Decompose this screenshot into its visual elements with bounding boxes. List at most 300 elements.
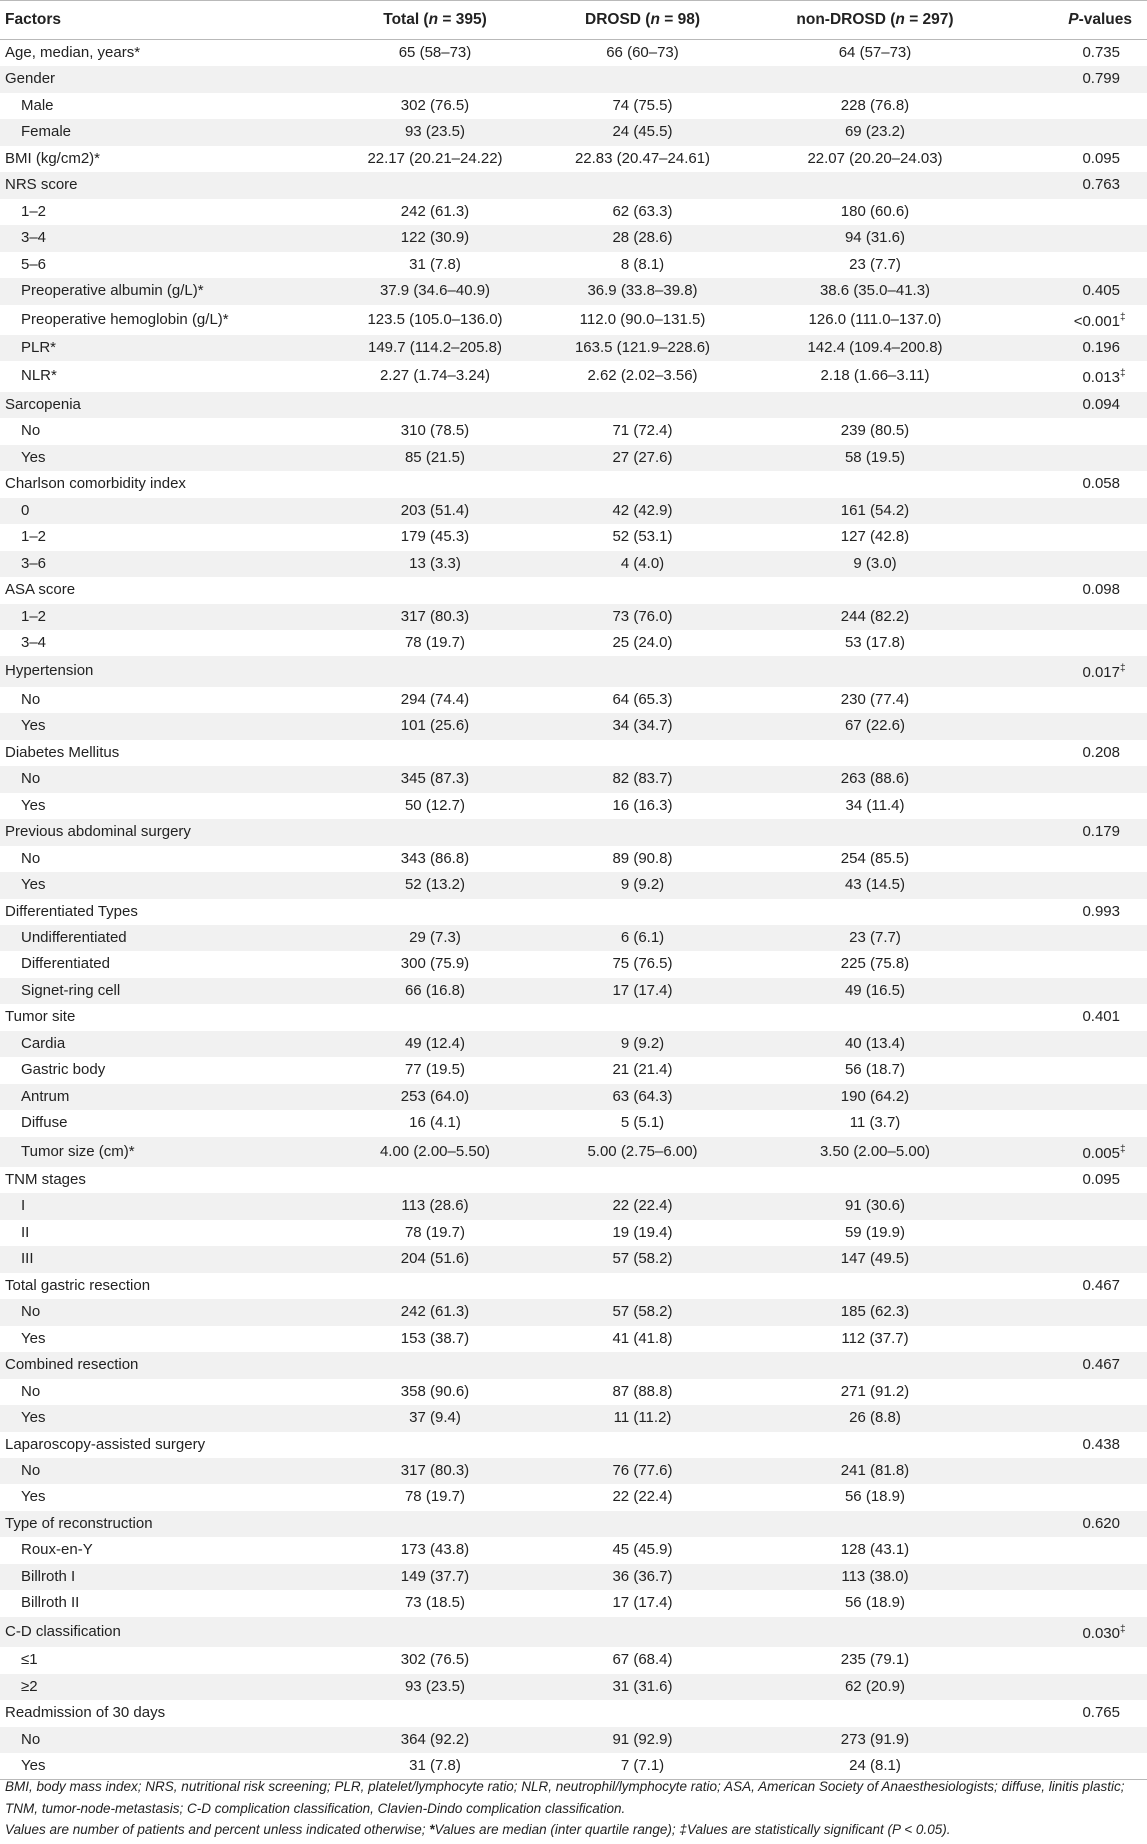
non-drosd-value (750, 1004, 1000, 1030)
table-row (0, 1564, 1147, 1590)
factor-label: Preoperative albumin (g/L)* (0, 278, 335, 304)
p-value-text: 0.005 (1082, 1144, 1120, 1162)
drosd-value: 41 (41.8) (612, 1329, 673, 1347)
non-drosd-value: 56 (18.7) (844, 1061, 906, 1079)
drosd-value: 87 (88.8) (612, 1382, 673, 1400)
drosd-value (535, 656, 750, 686)
footnote-star: * (429, 1822, 435, 1837)
factor-label: No (0, 1727, 335, 1753)
table-row (0, 1220, 1147, 1246)
non-drosd-value: 112 (37.7) (841, 1329, 909, 1347)
table-row (0, 1031, 1147, 1057)
drosd-value: 2.62 (2.02–3.56) (587, 367, 698, 385)
total-value (335, 1352, 535, 1378)
p-value (1000, 1379, 1147, 1405)
p-value (1000, 1352, 1147, 1378)
p-value (1000, 1057, 1147, 1083)
table-row (0, 199, 1147, 225)
total-value (335, 1511, 535, 1537)
drosd-value (535, 1432, 750, 1458)
drosd-value (535, 577, 750, 603)
p-value (1000, 978, 1147, 1004)
drosd-value: 6 (6.1) (535, 925, 750, 951)
factor-label: 1–2 (21, 528, 47, 546)
table-row (0, 551, 1147, 577)
table-row (0, 1700, 1147, 1726)
table-row (0, 1405, 1147, 1431)
total-value: 37.9 (34.6–40.9) (335, 278, 535, 304)
table-row (0, 1511, 1147, 1537)
total-value: 253 (64.0) (335, 1084, 535, 1110)
header-total-n: n (428, 11, 439, 28)
p-value (1000, 630, 1147, 656)
p-value (1000, 1484, 1147, 1510)
p-value (1000, 93, 1147, 119)
header-non-drosd (750, 1, 1000, 40)
factor-label: Undifferentiated (0, 925, 335, 951)
drosd-value: 22.83 (20.47–24.61) (574, 149, 711, 167)
factor-label: 3–4 (21, 633, 47, 651)
total-value: 29 (7.3) (335, 925, 535, 951)
factor-label: Type of reconstruction (0, 1511, 335, 1537)
factor-label: Previous abdominal surgery (0, 819, 335, 845)
non-drosd-value: 49 (16.5) (750, 978, 1000, 1004)
factor-label: Gastric body (21, 1061, 106, 1079)
drosd-value (535, 471, 750, 497)
p-value-text: 0.013 (1082, 369, 1120, 387)
table-row (0, 951, 1147, 977)
drosd-value: 31 (31.6) (535, 1674, 750, 1700)
total-value (335, 392, 535, 418)
drosd-value: 16 (16.3) (612, 796, 673, 814)
table-row (0, 656, 1147, 686)
p-value-text: <0.001 (1073, 312, 1120, 330)
total-value: 364 (92.2) (335, 1727, 535, 1753)
non-drosd-value: 180 (60.6) (840, 202, 910, 220)
p-value (1000, 1647, 1147, 1673)
total-value (335, 1432, 535, 1458)
non-drosd-value: 24 (8.1) (750, 1753, 1000, 1780)
drosd-value: 62 (63.3) (612, 202, 673, 220)
total-value: 4.00 (2.00–5.50) (335, 1137, 535, 1167)
drosd-value (535, 1004, 750, 1030)
table-row (0, 524, 1147, 550)
non-drosd-value: 161 (54.2) (750, 498, 1000, 524)
table-row (0, 846, 1147, 872)
p-value (1000, 793, 1147, 819)
p-value (1000, 66, 1147, 92)
table-row (0, 335, 1147, 361)
table-row (0, 577, 1147, 603)
drosd-value: 7 (7.1) (535, 1753, 750, 1780)
drosd-value: 22 (22.4) (535, 1193, 750, 1219)
total-value: 317 (80.3) (335, 604, 535, 630)
non-drosd-value (750, 899, 1000, 925)
p-value (1000, 524, 1147, 550)
p-value (1000, 119, 1147, 145)
total-value: 149.7 (114.2–205.8) (335, 335, 535, 361)
p-value (1000, 146, 1147, 172)
total-value: 358 (90.6) (400, 1382, 470, 1400)
p-value (1000, 766, 1147, 792)
table-header (0, 1, 1147, 40)
p-value (1000, 1432, 1147, 1458)
total-value (335, 172, 535, 198)
total-value: 101 (25.6) (335, 713, 535, 739)
table-row (0, 1167, 1147, 1193)
non-drosd-value: 23 (7.7) (750, 925, 1000, 951)
footnote-abbreviations: BMI, body mass index; NRS, nutritional risk screening; PLR, platelet/lymphocyte ratio; NLR, neutrophil/lymphocyte ratio; ASA, American Society of Anaesthesiologists; diffuse, linitis plastic; TNM, tumor-node-metastasis; C-D complication classification, Clavien-Dindo complication classification. (5, 1779, 1125, 1816)
total-value: 85 (21.5) (335, 445, 535, 471)
non-drosd-value: 22.07 (20.20–24.03) (807, 149, 943, 167)
non-drosd-value: 128 (43.1) (840, 1541, 910, 1559)
table-row (0, 1458, 1147, 1484)
p-value-text: 0.467 (1082, 1276, 1120, 1294)
factor-label: Yes (21, 1329, 46, 1347)
table-row (0, 1326, 1147, 1352)
non-drosd-value: 254 (85.5) (840, 849, 910, 867)
non-drosd-value: 113 (38.0) (750, 1564, 1000, 1590)
drosd-value (535, 819, 750, 845)
drosd-value: 8 (8.1) (620, 255, 665, 273)
non-drosd-value (750, 1700, 1000, 1726)
total-value: 179 (45.3) (400, 528, 470, 546)
non-drosd-value (750, 471, 1000, 497)
p-value-text: 0.058 (1082, 475, 1120, 493)
total-value: 2.27 (1.74–3.24) (379, 367, 491, 385)
drosd-value: 74 (75.5) (612, 96, 673, 114)
drosd-value (535, 899, 750, 925)
factor-label: Yes (21, 796, 46, 814)
total-value: 122 (30.9) (335, 225, 535, 251)
total-value: 13 (3.3) (335, 551, 535, 577)
p-value (1000, 872, 1147, 898)
factor-label: Differentiated (21, 955, 110, 973)
p-value (1000, 1590, 1147, 1616)
total-value: 16 (4.1) (409, 1114, 461, 1132)
non-drosd-value: 64 (57–73) (838, 44, 912, 61)
p-value: 0.030‡ (1000, 1617, 1147, 1647)
drosd-value: 163.5 (121.9–228.6) (535, 335, 750, 361)
non-drosd-value: 239 (80.5) (840, 422, 910, 440)
p-value (1000, 1084, 1147, 1110)
p-value-text: 0.735 (1082, 44, 1120, 61)
non-drosd-value: 53 (17.8) (844, 633, 906, 651)
drosd-value: 4 (4.0) (535, 551, 750, 577)
footnote-values-b: Values are median (inter quartile range); (434, 1822, 680, 1837)
table-row (0, 1727, 1147, 1753)
p-value (1000, 392, 1147, 418)
p-value (1000, 445, 1147, 471)
p-value-text: 0.763 (1082, 176, 1120, 194)
p-value-text: 0.017 (1082, 664, 1120, 682)
p-value-text: 0.098 (1082, 581, 1120, 599)
p-value (1000, 1326, 1147, 1352)
total-value (335, 899, 535, 925)
factor-label: No (21, 690, 41, 708)
factor-label: II (21, 1223, 30, 1241)
p-value-text: 0.438 (1082, 1435, 1120, 1453)
p-value (1000, 713, 1147, 739)
non-drosd-value: 56 (18.9) (844, 1488, 906, 1506)
p-value (1000, 846, 1147, 872)
total-value: 204 (51.6) (335, 1246, 535, 1272)
total-value: 113 (28.6) (335, 1193, 535, 1219)
table-row (0, 978, 1147, 1004)
p-value (1000, 172, 1147, 198)
total-value: 310 (78.5) (400, 422, 470, 440)
p-value-text: 0.620 (1082, 1514, 1120, 1532)
total-value: 93 (23.5) (335, 1674, 535, 1700)
total-value: 300 (75.9) (400, 955, 470, 973)
drosd-value: 21 (21.4) (612, 1061, 673, 1079)
total-value: 78 (19.7) (404, 1223, 466, 1241)
p-value-text: 0.030 (1082, 1624, 1120, 1642)
factor-label: 1–2 (21, 202, 47, 220)
total-value: 73 (18.5) (404, 1594, 466, 1612)
factor-label: C-D classification (0, 1617, 335, 1647)
footnote-values-d: < 0.05). (900, 1822, 951, 1837)
total-value (335, 1273, 535, 1299)
total-value: 77 (19.5) (404, 1061, 466, 1079)
header-drosd (535, 1, 750, 40)
non-drosd-value: 2.18 (1.66–3.11) (820, 367, 930, 385)
p-value: <0.001‡ (1073, 311, 1126, 330)
table-row (0, 687, 1147, 713)
total-value (335, 1167, 535, 1193)
drosd-value: 19 (19.4) (612, 1223, 673, 1241)
factor-label: 3–6 (0, 551, 335, 577)
drosd-value: 57 (58.2) (535, 1299, 750, 1325)
p-value-text: 0.993 (1082, 902, 1120, 920)
total-value: 49 (12.4) (335, 1031, 535, 1057)
total-value (335, 66, 535, 92)
table-row (0, 1084, 1147, 1110)
p-value (1000, 1004, 1147, 1030)
p-value: 0.013‡ (1082, 368, 1126, 387)
non-drosd-value: 230 (77.4) (840, 690, 910, 708)
factor-label: III (0, 1246, 335, 1272)
drosd-value: 17 (17.4) (535, 978, 750, 1004)
drosd-value: 36.9 (33.8–39.8) (535, 278, 750, 304)
table-row (0, 392, 1147, 418)
non-drosd-value: 190 (64.2) (750, 1084, 1000, 1110)
factor-label: Yes (0, 872, 335, 898)
p-value-text: 0.095 (1082, 1171, 1120, 1189)
header-p-rest: -values (1078, 11, 1132, 28)
total-value: 343 (86.8) (400, 849, 470, 867)
table-row (0, 1537, 1147, 1563)
p-value (1000, 1246, 1147, 1272)
drosd-value (535, 1167, 750, 1193)
factor-label: Charlson comorbidity index (5, 475, 186, 493)
drosd-value: 24 (45.5) (535, 119, 750, 145)
drosd-value: 71 (72.4) (612, 422, 673, 440)
factor-label: 5–6 (21, 255, 47, 273)
factor-label: Diffuse (21, 1114, 68, 1132)
total-value: 302 (76.5) (400, 96, 470, 114)
drosd-value: 28 (28.6) (535, 225, 750, 251)
non-drosd-value: 147 (49.5) (750, 1246, 1000, 1272)
p-value (1000, 1110, 1147, 1136)
factor-label: BMI (kg/cm2)* (5, 149, 101, 167)
non-drosd-value: 67 (22.6) (750, 713, 1000, 739)
table-row (0, 819, 1147, 845)
factor-label: No (0, 1458, 335, 1484)
factor-label: No (21, 1382, 41, 1400)
p-value (1000, 740, 1147, 766)
total-value: 78 (19.7) (404, 1488, 466, 1506)
factor-label: Age, median, years* (5, 44, 141, 61)
non-drosd-value: 225 (75.8) (840, 955, 910, 973)
p-value (1000, 1031, 1147, 1057)
non-drosd-value: 62 (20.9) (750, 1674, 1000, 1700)
drosd-value: 34 (34.7) (535, 713, 750, 739)
footnote-values-c: Values are statistically significant ( (686, 1822, 893, 1837)
table-row (0, 1057, 1147, 1083)
table-footnotes (5, 1776, 1140, 1841)
drosd-value: 91 (92.9) (535, 1727, 750, 1753)
factor-label: Combined resection (0, 1352, 335, 1378)
total-value: 65 (58–73) (398, 44, 472, 61)
non-drosd-value: 9 (3.0) (750, 551, 1000, 577)
p-value (1000, 925, 1147, 951)
table-row (0, 1590, 1147, 1616)
non-drosd-value: 235 (79.1) (840, 1651, 910, 1669)
factor-label: Female (0, 119, 335, 145)
non-drosd-value (750, 1167, 1000, 1193)
p-value (1000, 335, 1147, 361)
p-value (1000, 1537, 1147, 1563)
p-value (1000, 1299, 1147, 1325)
table-row (0, 925, 1147, 951)
table-row (0, 766, 1147, 792)
non-drosd-value: 228 (76.8) (840, 96, 910, 114)
table-row (0, 119, 1147, 145)
total-value: 31 (7.8) (335, 1753, 535, 1780)
total-value (335, 1617, 535, 1647)
factor-label: 3–4 (0, 225, 335, 251)
total-value (335, 1700, 535, 1726)
drosd-value (535, 392, 750, 418)
table-body (0, 40, 1147, 1780)
non-drosd-value: 273 (91.9) (750, 1727, 1000, 1753)
p-value (1000, 1193, 1147, 1219)
p-value (1000, 225, 1147, 251)
factor-label: Tumor site (5, 1008, 76, 1026)
p-value (1000, 687, 1147, 713)
p-value (1000, 199, 1147, 225)
header-non-prefix: non-DROSD ( (796, 11, 896, 28)
non-drosd-value: 271 (91.2) (840, 1382, 910, 1400)
footnote-values-a: Values are number of patients and percent unless indicated otherwise; (5, 1822, 430, 1837)
total-value: 203 (51.4) (335, 498, 535, 524)
p-value (1000, 899, 1147, 925)
drosd-value (535, 1617, 750, 1647)
table-row (0, 793, 1147, 819)
drosd-value: 42 (42.9) (535, 498, 750, 524)
header-factors-label: Factors (5, 11, 61, 28)
factor-label: Antrum (0, 1084, 335, 1110)
p-value (1000, 498, 1147, 524)
table-row (0, 1484, 1147, 1510)
table-row (0, 1432, 1147, 1458)
non-drosd-value: 127 (42.8) (840, 528, 910, 546)
p-value-text: 0.401 (1082, 1008, 1120, 1026)
non-drosd-value (750, 1352, 1000, 1378)
drosd-value: 82 (83.7) (535, 766, 750, 792)
drosd-value (535, 1511, 750, 1537)
table-row (0, 40, 1147, 67)
drosd-value: 57 (58.2) (535, 1246, 750, 1272)
non-drosd-value: 43 (14.5) (750, 872, 1000, 898)
total-value: 66 (16.8) (335, 978, 535, 1004)
total-value: 153 (38.7) (400, 1329, 470, 1347)
total-value: 294 (74.4) (400, 690, 470, 708)
factor-label: Hypertension (0, 656, 335, 686)
factor-label: Yes (21, 1488, 46, 1506)
table-row (0, 471, 1147, 497)
table-row (0, 1379, 1147, 1405)
p-value (1000, 819, 1147, 845)
drosd-value (535, 172, 750, 198)
footnote-dagger: ‡ (679, 1822, 687, 1837)
non-drosd-value (750, 656, 1000, 686)
table-row (0, 66, 1147, 92)
non-drosd-value (750, 1617, 1000, 1647)
table-row (0, 1273, 1147, 1299)
factor-label: Sarcopenia (0, 392, 335, 418)
p-value (1000, 1564, 1147, 1590)
total-value: 52 (13.2) (335, 872, 535, 898)
p-value-text: 0.467 (1082, 1356, 1120, 1374)
drosd-value: 5.00 (2.75–6.00) (535, 1137, 750, 1167)
table-row (0, 1647, 1147, 1673)
factor-label: I (0, 1193, 335, 1219)
factor-label: Yes (0, 1753, 335, 1780)
p-value: 0.017‡ (1000, 656, 1147, 686)
drosd-value: 36 (36.7) (535, 1564, 750, 1590)
drosd-value: 66 (60–73) (606, 44, 679, 61)
table-row (0, 305, 1147, 335)
total-value: 123.5 (105.0–136.0) (367, 310, 503, 328)
non-drosd-value: 34 (11.4) (845, 796, 905, 814)
non-drosd-value (750, 66, 1000, 92)
factor-label: ASA score (5, 581, 76, 599)
non-drosd-value: 38.6 (35.0–41.3) (750, 278, 1000, 304)
table-row (0, 1004, 1147, 1030)
p-value-text: 0.799 (1082, 70, 1120, 88)
table-row (0, 445, 1147, 471)
header-total-suffix: = 395) (438, 11, 487, 28)
non-drosd-value: 11 (3.7) (849, 1114, 901, 1132)
drosd-value: 64 (65.3) (612, 690, 673, 708)
drosd-value: 76 (77.6) (535, 1458, 750, 1484)
p-value (1000, 604, 1147, 630)
table-row (0, 278, 1147, 304)
drosd-value: 52 (53.1) (612, 528, 673, 546)
factor-label: Laparoscopy-assisted surgery (5, 1435, 206, 1453)
total-value: 173 (43.8) (400, 1541, 470, 1559)
non-drosd-value: 185 (62.3) (750, 1299, 1000, 1325)
table-row (0, 498, 1147, 524)
table-row (0, 361, 1147, 391)
p-value (1000, 1273, 1147, 1299)
p-value (1000, 1405, 1147, 1431)
factor-label: Yes (0, 445, 335, 471)
total-value: 50 (12.7) (404, 796, 466, 814)
non-drosd-value: 23 (7.7) (849, 255, 901, 273)
